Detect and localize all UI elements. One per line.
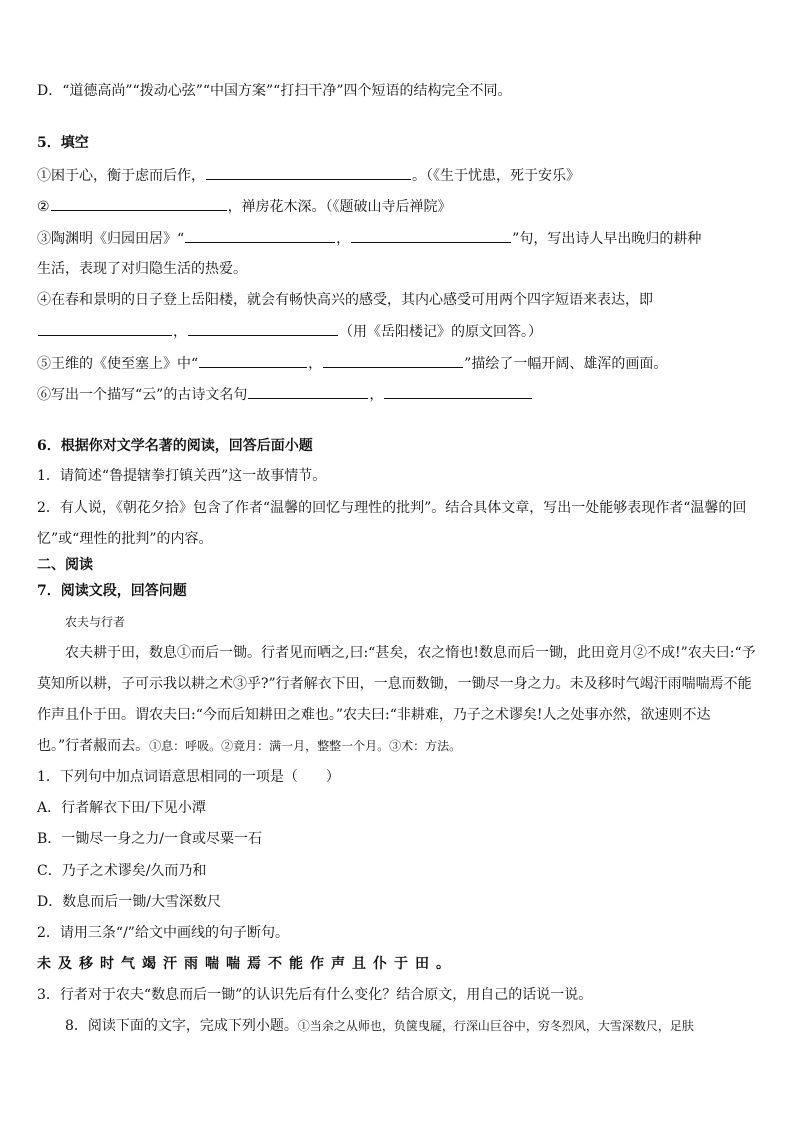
q5-item-6-text-a: ⑥写出一个描写“云”的古诗文名句 xyxy=(37,387,248,403)
q4-option-d: D．“道德高尚”“拨动心弦”“中国方案”“打扫干净”四个短语的结构完全不同。 xyxy=(37,83,512,99)
q5-item-4-text-b: ， xyxy=(173,324,187,340)
q7-sub-1: 1．下列句中加点词语意思相同的一项是（ ） xyxy=(37,769,340,785)
fill-blank[interactable] xyxy=(384,384,532,399)
passage-footnotes: ①息：呼吸。②竟月：满一月，整整一个月。③术：方法。 xyxy=(149,739,462,753)
fill-blank[interactable] xyxy=(185,228,335,243)
q5-item-3-text-a: ③陶渊明《归园田居》“ xyxy=(37,231,185,247)
q5-item-2 xyxy=(37,196,452,217)
q7-sentence-to-split: 未及移时气竭汗雨喘喘焉不能作声且仆于田。 xyxy=(37,956,457,972)
section-reading: 二、阅读 xyxy=(37,557,93,573)
passage-line-2: 莫知所以耕，子可示我以耕之术③乎?”行者解衣下田，一息而数锄，一锄尽一身之力。未及移时气竭汗雨喘喘焉不能 xyxy=(37,676,752,692)
q5-item-4-text-c: （用《岳阳楼记》的原文回答。） xyxy=(339,324,542,340)
q5-item-5-text-b: ， xyxy=(308,356,323,372)
q5-item-1-text-b: 。（《生于忧患，死于安乐》 xyxy=(412,168,580,184)
q5-item-6-text-b: ， xyxy=(369,387,384,403)
q5-item-1-text-a: ①困于心，衡于虑而后作， xyxy=(37,168,205,184)
passage-line-4 xyxy=(37,736,461,756)
q7-option-d: D．数息而后一锄/大雪深数尺 xyxy=(37,894,221,910)
q6-sub-1: 1．请简述“鲁提辖拳打镇关西”这一故事情节。 xyxy=(37,468,327,484)
passage-line-1: 农夫耕于田，数息①而后一锄。行者见而哂之,曰:“甚矣，农之惰也!数息而后一锄，此田竟月②不成!”农夫曰:“予 xyxy=(65,645,756,661)
q6-title: 6．根据你对文学名著的阅读，回答后面小题 xyxy=(37,438,313,454)
q7-option-a: A．行者解衣下田/下见小潭 xyxy=(37,800,206,816)
q5-item-5-text-a: ⑤王维的《使至塞上》中“ xyxy=(37,356,199,372)
passage-ending: 也。”行者赧而去。 xyxy=(37,738,150,754)
fill-blank[interactable] xyxy=(188,321,338,336)
fill-blank[interactable] xyxy=(206,165,411,180)
q8-intro xyxy=(65,1016,694,1036)
q7-option-c: C．乃子之术谬矣/久而乃和 xyxy=(37,863,207,879)
fill-blank[interactable] xyxy=(323,353,463,368)
q7-sub-2: 2．请用三条“/”给文中画线的句子断句。 xyxy=(37,925,289,941)
q5-item-3-cont: 生活，表现了对归隐生活的热爱。 xyxy=(37,261,247,277)
q8-title: 8．阅读下面的文字，完成下列小题。 xyxy=(65,1018,298,1034)
fill-blank[interactable] xyxy=(38,321,172,336)
passage-title: 农夫与行者 xyxy=(65,615,126,629)
q5-item-3-text-c: ”句，写出诗人早出晚归的耕种 xyxy=(512,231,702,247)
q5-item-4: ④在春和景明的日子登上岳阳楼，就会有畅快高兴的感受，其内心感受可用两个四字短语来表达，即 xyxy=(37,292,653,308)
q5-item-6 xyxy=(37,384,533,405)
passage-line-3: 作声且仆于田。谓农夫曰:“今而后知耕田之难也。”农夫曰:“非耕难，乃子之术谬矣!人之处事亦然，欲速则不达 xyxy=(37,707,711,723)
q5-item-1 xyxy=(37,165,580,186)
q5-item-5 xyxy=(37,353,667,374)
q5-item-2-text-a: ② xyxy=(37,199,50,215)
q5-item-3 xyxy=(37,228,701,249)
q5-item-4-cont xyxy=(37,321,542,342)
q5-title: 5．填空 xyxy=(37,135,89,151)
fill-blank[interactable] xyxy=(51,196,227,211)
q7-option-b: B．一锄尽一身之力/一食或尽粟一石 xyxy=(37,831,263,847)
q8-passage-start: ①当余之从师也，负箧曳屣，行深山巨谷中，穷冬烈风，大雪深数尺，足肤 xyxy=(297,1019,694,1033)
q5-item-2-text-b: ，禅房花木深。（《题破山寺后禅院》 xyxy=(227,199,452,215)
q5-item-3-text-b: ， xyxy=(336,231,351,247)
q7-sub-3: 3．行者对于农夫“数息而后一锄”的认识先后有什么变化？结合原文，用自己的话说一说。 xyxy=(37,987,593,1003)
fill-blank[interactable] xyxy=(248,384,368,399)
fill-blank[interactable] xyxy=(199,353,307,368)
fill-blank[interactable] xyxy=(351,228,511,243)
q6-sub-2: 2．有人说，《朝花夕拾》包含了作者“温馨的回忆与理性的批判”。结合具体文章，写出一处能够表现作者“温馨的回 xyxy=(37,500,747,516)
q6-sub-2-cont: 忆”或“理性的批判”的内容。 xyxy=(37,531,213,547)
q5-item-5-text-c: ”描绘了一幅开阔、雄浑的画面。 xyxy=(464,356,668,372)
q7-title: 7．阅读文段，回答问题 xyxy=(37,583,187,599)
